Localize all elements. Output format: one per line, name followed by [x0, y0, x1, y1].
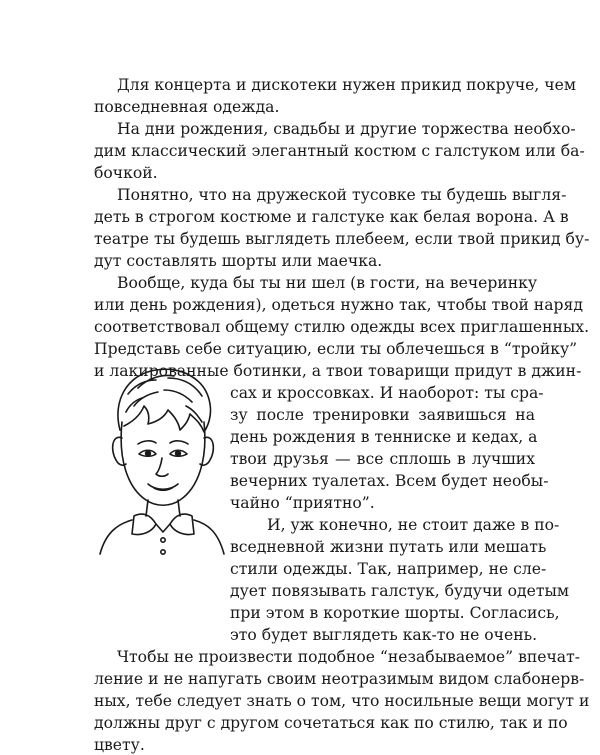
text-line: это будет выглядеть как-то не очень. [230, 626, 538, 644]
right-eyebrow [170, 441, 188, 444]
text-line: соответствовал общему стилю одежды всех приглашенных. [94, 318, 590, 336]
text-line: дим классический элегантный костюм с галстуком или ба- [94, 142, 585, 160]
hair [118, 369, 211, 432]
text-line: или день рождения), одеться нужно так, чтобы твой наряд [94, 296, 583, 314]
text-line: Вообще, куда бы ты ни шел (в гости, на вечеринку [117, 274, 538, 292]
shirt-collar [132, 514, 156, 534]
text-line: деть в строгом костюме и галстуке как белая ворона. А в [94, 208, 569, 226]
text-line: На дни рождения, свадьбы и другие торжества необхо- [117, 120, 576, 138]
neck [146, 500, 148, 516]
text-line: Представь себе ситуацию, если ты облечешься в “тройку” [94, 340, 578, 358]
text-line: зу после тренировки заявишься на [230, 406, 535, 424]
text-line: Понятно, что на дружеской тусовке ты будешь выгля- [117, 186, 567, 204]
text-line: И, уж конечно, не стоит даже в по- [267, 516, 560, 534]
text-line: твои друзья — все сплошь в лучших [230, 450, 535, 468]
text-line: бочкой. [94, 164, 158, 182]
text-line: театре ты будешь выглядеть плебеем, если твой прикид бу- [94, 230, 590, 248]
mouth [148, 484, 178, 489]
text-line: должны друг с другом сочетаться как по стилю, так и по [94, 714, 568, 732]
text-line: повседневная одежда. [94, 98, 280, 116]
text-line: чайно “приятно”. [230, 494, 375, 512]
text-line: и лакированные ботинки, а твои товарищи придут в джин- [94, 362, 582, 380]
text-line: цвету. [94, 736, 145, 754]
left-eyebrow [138, 441, 156, 444]
text-line: Для концерта и дискотеки нужен прикид покруче, чем [117, 76, 576, 94]
text-line: ление и не напугать своим неотразимым видом слабонерв- [94, 670, 585, 688]
text-line: сах и кроссовках. И наоборот: ты сра- [230, 384, 544, 402]
nose [156, 458, 168, 476]
shoulders [100, 520, 132, 554]
text-line: Чтобы не произвести подобное “незабываемое” впечат- [117, 648, 580, 666]
text-line: ных, тебе следует знать о том, что носильные вещи могут и [94, 692, 590, 710]
text-line: стили одежды. Так, например, не сле- [230, 560, 547, 578]
text-line: дут составлять шорты или маечка. [94, 252, 383, 270]
text-line: при этом в короткие шорты. Согласись, [230, 604, 560, 622]
face-outline [121, 422, 205, 505]
text-line: вечерних туалетах. Всем будет необы- [230, 472, 549, 490]
boy-portrait-illustration [98, 360, 226, 556]
text-line: дует повязывать галстук, будучи одетым [230, 582, 570, 600]
text-line: день рождения в теннискe и кедах, а [230, 428, 538, 446]
text-line: вседневной жизни путать или мешать [230, 538, 547, 556]
